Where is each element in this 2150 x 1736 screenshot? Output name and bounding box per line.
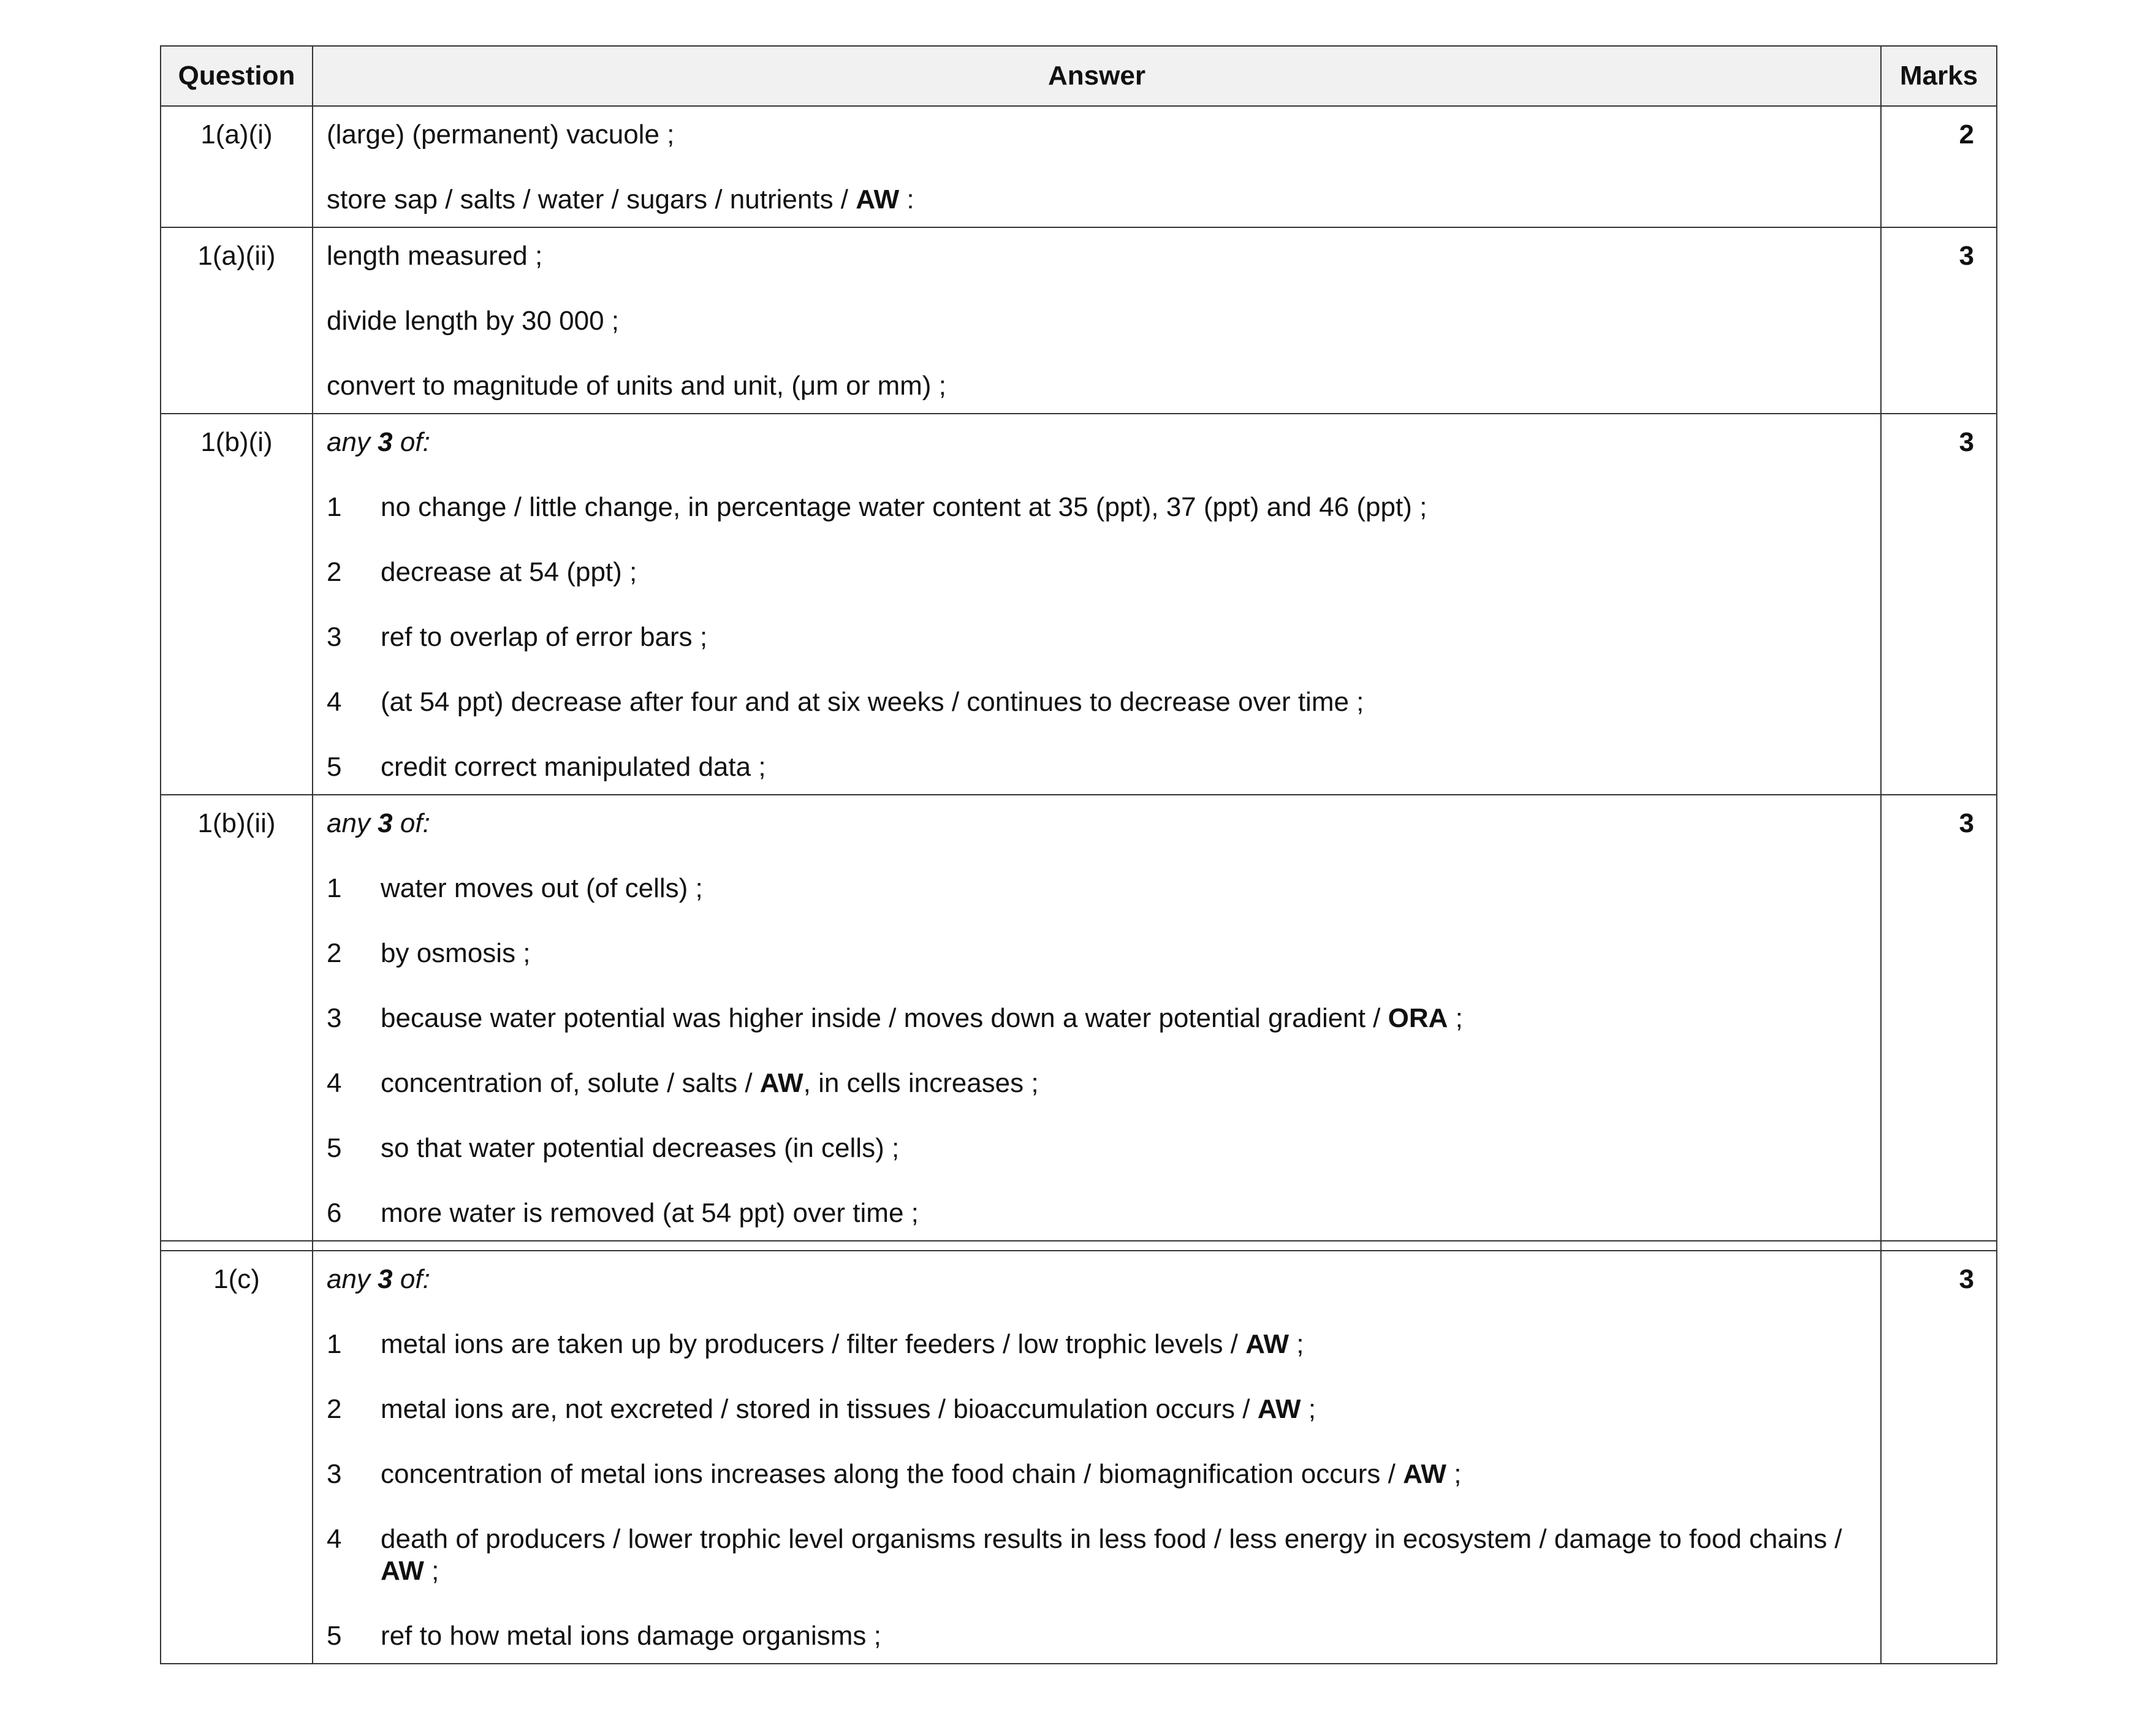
answer-point [327, 1523, 1868, 1587]
point-text: ref to how metal ions damage organisms ; [381, 1621, 881, 1651]
keyword-abbreviation: AW [1403, 1459, 1446, 1489]
point-text: concentration of metal ions increases along the food chain / biomagnification occurs / AW ; [381, 1459, 1462, 1489]
point-number: 5 [327, 752, 342, 782]
answer-point [327, 556, 1868, 588]
instruction-text: any [327, 1264, 378, 1294]
point-text: ref to overlap of error bars ; [381, 622, 708, 652]
marks-value: 3 [1881, 795, 1997, 1241]
answer-cell [313, 795, 1881, 1241]
answer-point [327, 1197, 1868, 1229]
instruction-text: of: [392, 427, 430, 457]
point-number: 2 [327, 938, 342, 968]
answer-point [327, 491, 1868, 523]
question-number: 1(b)(i) [161, 414, 313, 795]
question-number: 1(a)(ii) [161, 227, 313, 414]
answer-line: length measured ; [327, 241, 543, 271]
instruction-count: 3 [378, 808, 393, 838]
table-row [161, 414, 1997, 795]
point-number: 5 [327, 1621, 342, 1651]
answer-cell [313, 414, 1881, 795]
separator-cell [161, 1241, 313, 1251]
header-answer: Answer [313, 46, 1881, 106]
answer-point [327, 938, 1868, 969]
keyword-abbreviation: AW [381, 1556, 424, 1586]
answer-line: (large) (permanent) vacuole ; [327, 119, 675, 150]
point-number: 5 [327, 1133, 342, 1163]
point-text: no change / little change, in percentage water content at 35 (ppt), 37 (ppt) and 46 (ppt) ; [381, 492, 1427, 522]
keyword-abbreviation: AW [1245, 1329, 1290, 1359]
row-separator [161, 1241, 1997, 1251]
question-number: 1(a)(i) [161, 106, 313, 227]
answer-point [327, 1458, 1868, 1490]
point-number: 4 [327, 687, 342, 717]
marks-value: 3 [1881, 227, 1997, 414]
table-row [161, 1251, 1997, 1664]
answer-instruction [327, 1264, 1868, 1295]
table-row [161, 106, 1997, 227]
point-text: water moves out (of cells) ; [381, 873, 703, 903]
instruction-count: 3 [378, 427, 393, 457]
keyword-abbreviation: AW [856, 184, 900, 214]
instruction-text: any [327, 427, 378, 457]
header-question: Question [161, 46, 313, 106]
answer-instruction [327, 426, 1868, 458]
answer-point [327, 1393, 1868, 1425]
point-text: so that water potential decreases (in cells) ; [381, 1133, 900, 1163]
point-number: 3 [327, 1003, 342, 1033]
separator-cell [313, 1241, 1881, 1251]
point-text: death of producers / lower trophic level organisms results in less food / less energy in ecosystem / damage to food chains / AW ; [381, 1524, 1842, 1586]
point-number: 4 [327, 1524, 342, 1554]
table-row [161, 795, 1997, 1241]
answer-cell [313, 227, 1881, 414]
answer-cell [313, 106, 1881, 227]
answer-point [327, 751, 1868, 783]
question-number: 1(c) [161, 1251, 313, 1664]
marks-value: 3 [1881, 1251, 1997, 1664]
keyword-abbreviation: AW [1257, 1394, 1301, 1424]
table-body [161, 106, 1997, 1664]
question-number: 1(b)(ii) [161, 795, 313, 1241]
point-number: 2 [327, 1394, 342, 1424]
point-number: 4 [327, 1068, 342, 1098]
point-text: decrease at 54 (ppt) ; [381, 557, 637, 587]
point-text: (at 54 ppt) decrease after four and at six weeks / continues to decrease over time ; [381, 687, 1364, 717]
keyword-abbreviation: ORA [1388, 1003, 1448, 1033]
table-row [161, 227, 1997, 414]
answer-cell [313, 1251, 1881, 1664]
instruction-count: 3 [378, 1264, 393, 1294]
point-number: 1 [327, 492, 342, 522]
point-number: 3 [327, 622, 342, 652]
point-text: because water potential was higher inside / moves down a water potential gradient / ORA ; [381, 1003, 1463, 1033]
keyword-abbreviation: AW [759, 1068, 803, 1098]
answer-point [327, 686, 1868, 718]
answer-point [327, 1003, 1868, 1034]
instruction-text: of: [392, 808, 430, 838]
header-marks: Marks [1881, 46, 1997, 106]
point-number: 2 [327, 557, 342, 587]
point-text: more water is removed (at 54 ppt) over time ; [381, 1198, 919, 1228]
point-text: concentration of, solute / salts / AW, in cells increases ; [381, 1068, 1039, 1098]
answer-line: divide length by 30 000 ; [327, 306, 620, 336]
point-number: 3 [327, 1459, 342, 1489]
instruction-text: any [327, 808, 378, 838]
answer-point [327, 873, 1868, 904]
mark-scheme-table [160, 45, 1997, 1664]
answer-point [327, 621, 1868, 653]
point-number: 1 [327, 873, 342, 903]
answer-point [327, 1620, 1868, 1652]
answer-point [327, 1067, 1868, 1099]
answer-point [327, 1132, 1868, 1164]
point-number: 6 [327, 1198, 342, 1228]
point-text: by osmosis ; [381, 938, 531, 968]
point-number: 1 [327, 1329, 342, 1359]
answer-line: store sap / salts / water / sugars / nutrients / AW : [327, 184, 914, 214]
instruction-text: of: [392, 1264, 430, 1294]
marks-value: 2 [1881, 106, 1997, 227]
point-text: credit correct manipulated data ; [381, 752, 766, 782]
point-text: metal ions are, not excreted / stored in tissues / bioaccumulation occurs / AW ; [381, 1394, 1316, 1424]
answer-point [327, 1329, 1868, 1360]
separator-cell [1881, 1241, 1997, 1251]
point-text: metal ions are taken up by producers / filter feeders / low trophic levels / AW ; [381, 1329, 1304, 1359]
answer-line: convert to magnitude of units and unit, (μm or mm) ; [327, 371, 946, 401]
table-header [161, 46, 1997, 106]
answer-instruction [327, 808, 1868, 840]
marks-value: 3 [1881, 414, 1997, 795]
